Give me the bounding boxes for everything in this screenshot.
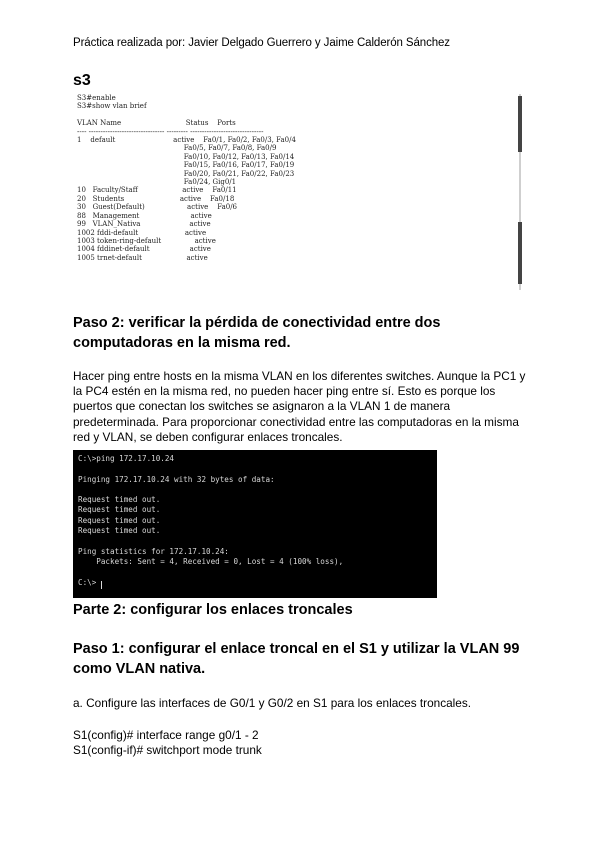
vlan-output-text: S3#enable S3#show vlan brief VLAN Name Status Ports ---- -------------------------------- --------- ------------------------------- 1 default active Fa0/1, Fa0/2, Fa0/3, Fa0/4 Fa0/5, Fa0/7, Fa0/8, Fa0/9 Fa0/10, Fa0/12, Fa0/13, Fa0/14 Fa0/15, Fa0/16, Fa0/17, Fa0/19 Fa0/20, Fa0/21, Fa0/22, Fa0/23 Fa0/24, Gig0/1 10 Faculty/Staff active Fa0/11 20 Students active Fa0/18 30 Guest(Default) active Fa0/6 88 Management active 99 VLAN_Nativa active 1002 fddi-default active 1003 token-ring-default active 1004 fddinet-default active 1005 trnet-default active [77,94,296,262]
ping-terminal-screenshot [73,450,437,598]
scrollbar-thumb-lower [518,222,522,284]
paso2-heading: Paso 2: verificar la pérdida de conectividad entre dos computadoras en la misma red. [73,315,441,351]
ping-output-text: C:\>ping 172.17.10.24 Pinging 172.17.10.24 with 32 bytes of data: Request timed out. Request timed out. Request timed out. Request timed out. Ping statistics for 172.17.10.24: Packets: Sent = 4, Received = 0, Lost = 4 (100% loss), C:\> [78,454,344,587]
paso2-paragraph: Hacer ping entre hosts en la misma VLAN en los diferentes switches. Aunque la PC1 y la PC4 estén en la misma red, no pueden hacer ping entre sí. Esto es porque los puertos que conectan los switches se asignaron a la VLAN 1 de manera predeterminada. Para proporcionar conectividad entre las computadoras en la misma red y VLAN, se deben configurar enlaces troncales. [73,369,526,444]
document-header: Práctica realizada por: Javier Delgado Guerrero y Jaime Calderón Sánchez [73,37,450,49]
parte2-heading: Parte 2: configurar los enlaces troncales [73,602,353,618]
paso1-heading: Paso 1: configurar el enlace troncal en el S1 y utilizar la VLAN 99 como VLAN nativa. [73,641,520,677]
command-interface-range: S1(config)# interface range g0/1 - 2 [73,728,259,742]
section-label: s3 [73,72,91,89]
scrollbar-thumb [518,96,522,152]
command-switchport-trunk: S1(config-if)# switchport mode trunk [73,743,262,757]
vlan-output-screenshot [73,92,525,292]
terminal-cursor [101,581,102,589]
instruction-a: a. Configure las interfaces de G0/1 y G0/2 en S1 para los enlaces troncales. [73,696,472,710]
